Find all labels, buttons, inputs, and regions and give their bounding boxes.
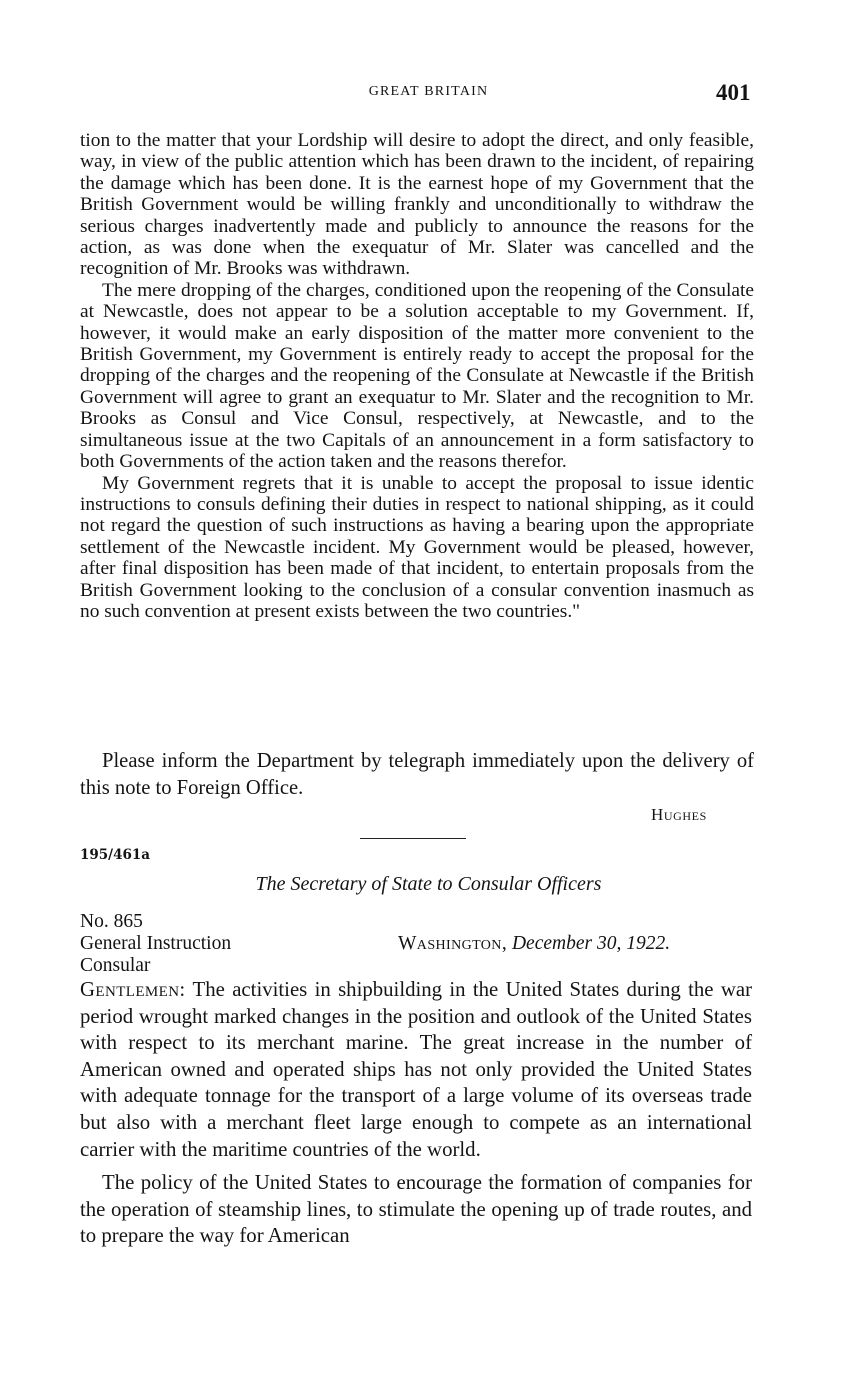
instruction-text: Please inform the Department by telegraph immediately upon the delivery of this note to Foreign Office. bbox=[80, 750, 754, 799]
telegraph-instruction bbox=[80, 748, 754, 801]
instruction-type: General Instruction bbox=[80, 933, 232, 954]
document-title: The Secretary of State to Consular Officers bbox=[255, 873, 602, 895]
page-number: 401 bbox=[716, 80, 751, 105]
dateline bbox=[398, 933, 670, 955]
quoted-paragraph-2: The mere dropping of the charges, conditioned upon the reopening of the Consulate at Newcastle, does not appear to be a solution acceptable to my Government. If, however, it would make an early disposition of the matter more convenient to the British Government, my Government is entirely ready to accept the proposal for the dropping of the charges and the reopening of the Consulate at Newcastle if the British Government will agree to grant an exequatur to Mr. Slater and the recognition to Mr. Brooks as Consul and Vice Consul, respectively, at Newcastle, and to the simultaneous issue at the two Capitals of an announcement in a form satisfactory to both Governments of the action taken and the reasons therefor. bbox=[80, 279, 754, 473]
quoted-paragraph-1: tion to the matter that your Lordship will desire to adopt the direct, and only feasible, way, in view of the public attention which has been drawn to the incident, of repairing the damage which has been done. It is the earnest hope of my Government that the British Government would be willing frankly and unconditionally to withdraw the serious charges inadvertently made and publicly to announce the reasons for the action, as was done when the exequatur of Mr. Slater was cancelled and the recognition of Mr. Brooks was withdrawn. bbox=[80, 130, 754, 280]
instruction-number: No. 865 bbox=[80, 911, 143, 932]
quoted-note bbox=[80, 130, 754, 622]
file-number: 195/461a bbox=[80, 847, 151, 863]
instruction-category: Consular bbox=[80, 955, 151, 976]
signature: Hughes bbox=[651, 805, 707, 824]
running-head: GREAT BRITAIN bbox=[368, 84, 489, 99]
body-paragraph-1-text: The activities in shipbuilding in the United States during the war period wrought marked changes in the position and outlook of the United States with respect to its merchant marine. The great increase in the number of American owned and operated ships has not only provided the United States with adequate tonnage for the transport of a large volume of its overseas trade but also with a merchant fleet large enough to compete as an international carrier with the maritime countries of the world. bbox=[80, 978, 752, 1161]
body-paragraph-2: The policy of the United States to encourage the formation of companies for the operation of steamship lines, to stimulate the opening up of trade routes, and to prepare the way for American bbox=[80, 1171, 752, 1248]
quoted-paragraph-3: My Government regrets that it is unable to accept the proposal to issue identic instructions to consuls defining their duties in respect to national shipping, as it could not regard the question of such instructions as having a bearing upon the appropriate settlement of the Newcastle incident. My Government would be pleased, however, after final disposition has been made of that incident, to entertain proposals from the British Government looking to the conclusion of a consular convention inasmuch as no such convention at present exists between the two countries." bbox=[80, 472, 754, 622]
body-paragraph-1 bbox=[80, 977, 752, 1163]
dateline-place: Washington, bbox=[398, 933, 508, 954]
section-divider bbox=[360, 838, 466, 839]
dateline-date: December 30, 1922. bbox=[511, 933, 671, 954]
salutation: Gentlemen: bbox=[80, 978, 186, 1001]
instruction-body bbox=[80, 977, 752, 1250]
